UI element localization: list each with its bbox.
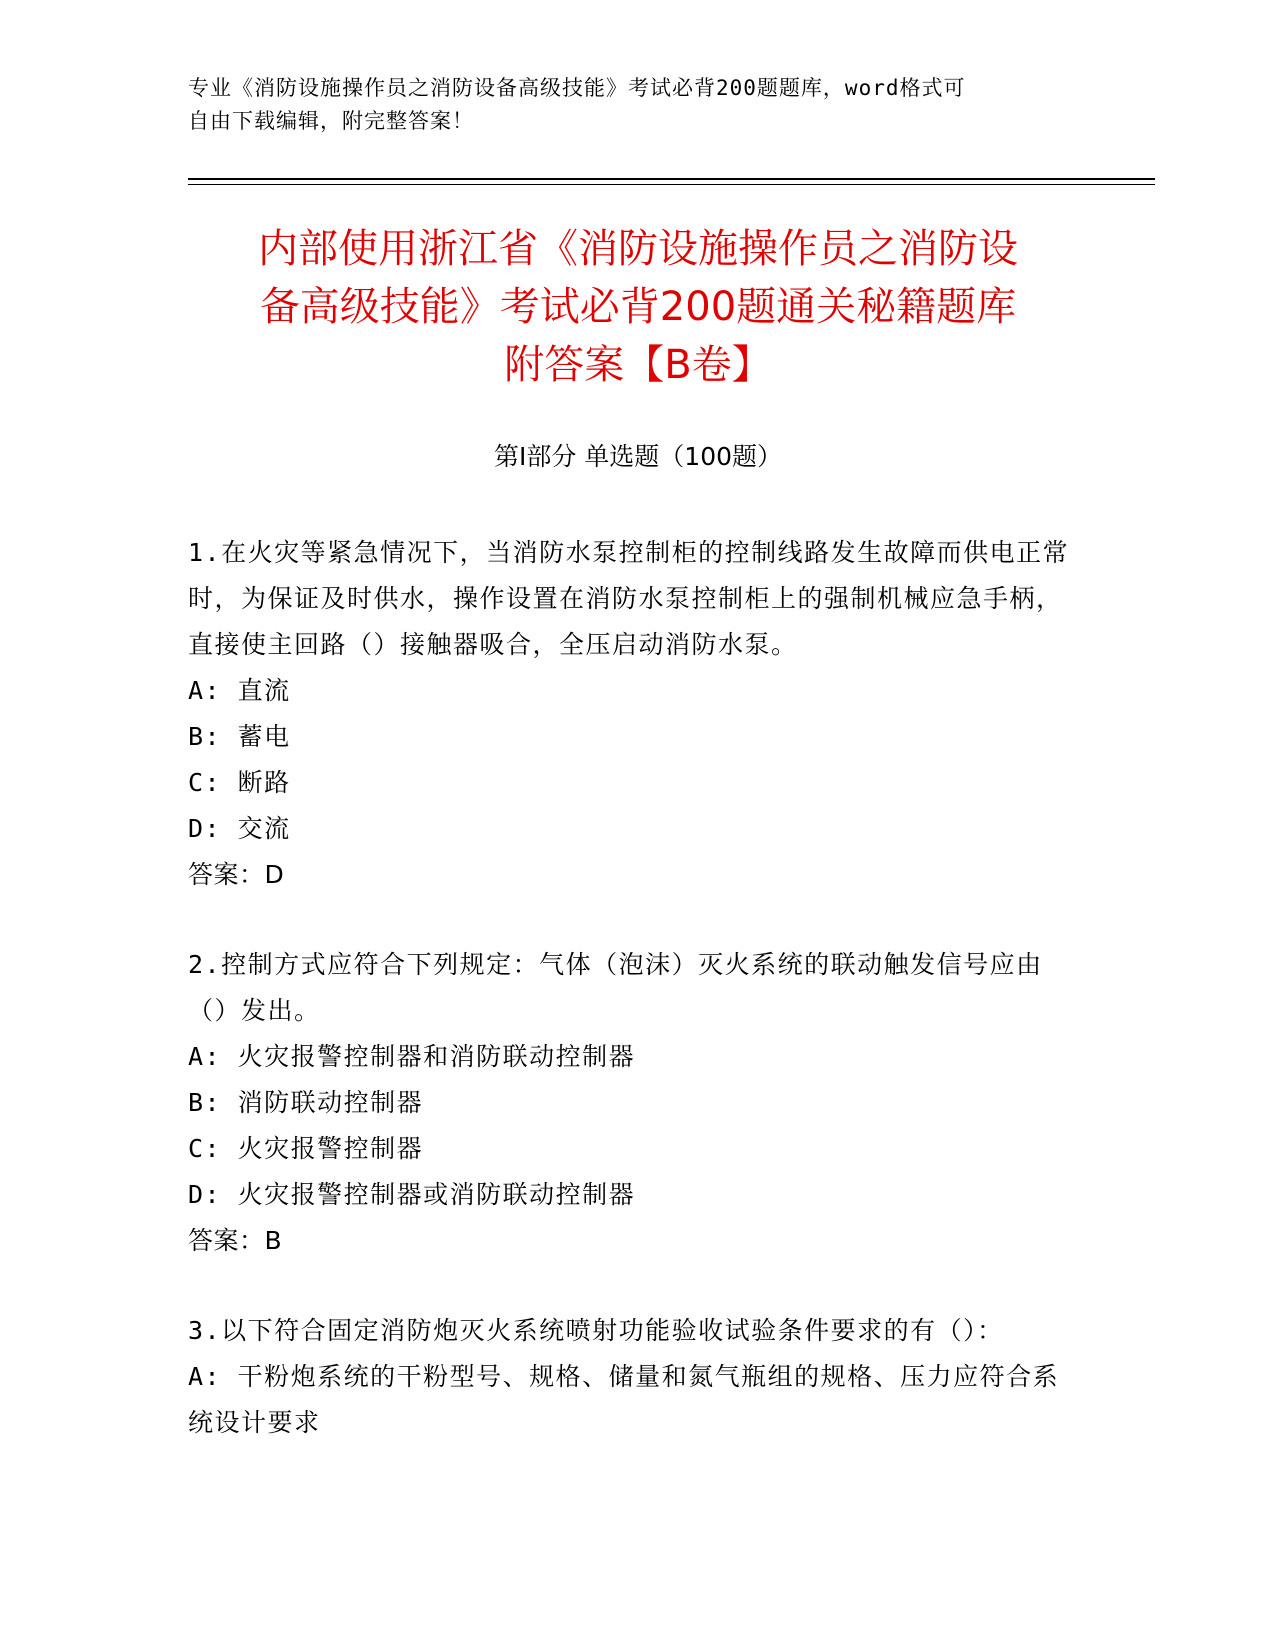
- section-heading: 第Ⅰ部分 单选题（100题）: [493, 442, 783, 471]
- header-divider-thin: [188, 184, 1155, 185]
- answer: 答案：B: [188, 1226, 283, 1255]
- option-d: D: 火灾报警控制器或消防联动控制器: [188, 1180, 636, 1209]
- title-line-2: 备高级技能》考试必背200题通关秘籍题库: [259, 284, 1017, 330]
- option-d: D: 交流: [188, 814, 291, 843]
- header-divider-thick: [188, 178, 1155, 180]
- questions-list: [188, 530, 1078, 1446]
- document-title: [188, 220, 1088, 394]
- question-3: [188, 1308, 1078, 1446]
- title-line-3: 附答案【B卷】: [504, 342, 772, 388]
- question-2: [188, 942, 1078, 1264]
- option-b: B: 蓄电: [188, 722, 291, 751]
- question-text: 1.在火灾等紧急情况下，当消防水泵控制柜的控制线路发生故障而供电正常时，为保证及时供水，操作设置在消防水泵控制柜上的强制机械应急手柄，直接使主回路（）接触器吸合，全压启动消防水泵。: [188, 538, 1070, 659]
- header-line-2: 自由下载编辑，附完整答案！: [188, 109, 474, 133]
- option-a: A: 干粉炮系统的干粉型号、规格、储量和氮气瓶组的规格、压力应符合系统设计要求: [188, 1362, 1060, 1437]
- answer: 答案：D: [188, 860, 285, 889]
- option-a: A: 直流: [188, 676, 291, 705]
- option-a: A: 火灾报警控制器和消防联动控制器: [188, 1042, 636, 1071]
- spacer: [188, 898, 1078, 942]
- question-1: [188, 530, 1078, 898]
- header-line-1: 专业《消防设施操作员之消防设备高级技能》考试必背200题题库，word格式可: [188, 76, 966, 100]
- spacer: [188, 1264, 1078, 1308]
- option-b: B: 消防联动控制器: [188, 1088, 424, 1117]
- header-description: [188, 72, 1068, 138]
- option-c: C: 火灾报警控制器: [188, 1134, 424, 1163]
- title-line-1: 内部使用浙江省《消防设施操作员之消防设: [258, 226, 1018, 272]
- question-text: 2.控制方式应符合下列规定：气体（泡沫）灭火系统的联动触发信号应由（）发出。: [188, 950, 1043, 1025]
- question-text: 3.以下符合固定消防炮灭火系统喷射功能验收试验条件要求的有（）：: [188, 1316, 1004, 1345]
- option-c: C: 断路: [188, 768, 291, 797]
